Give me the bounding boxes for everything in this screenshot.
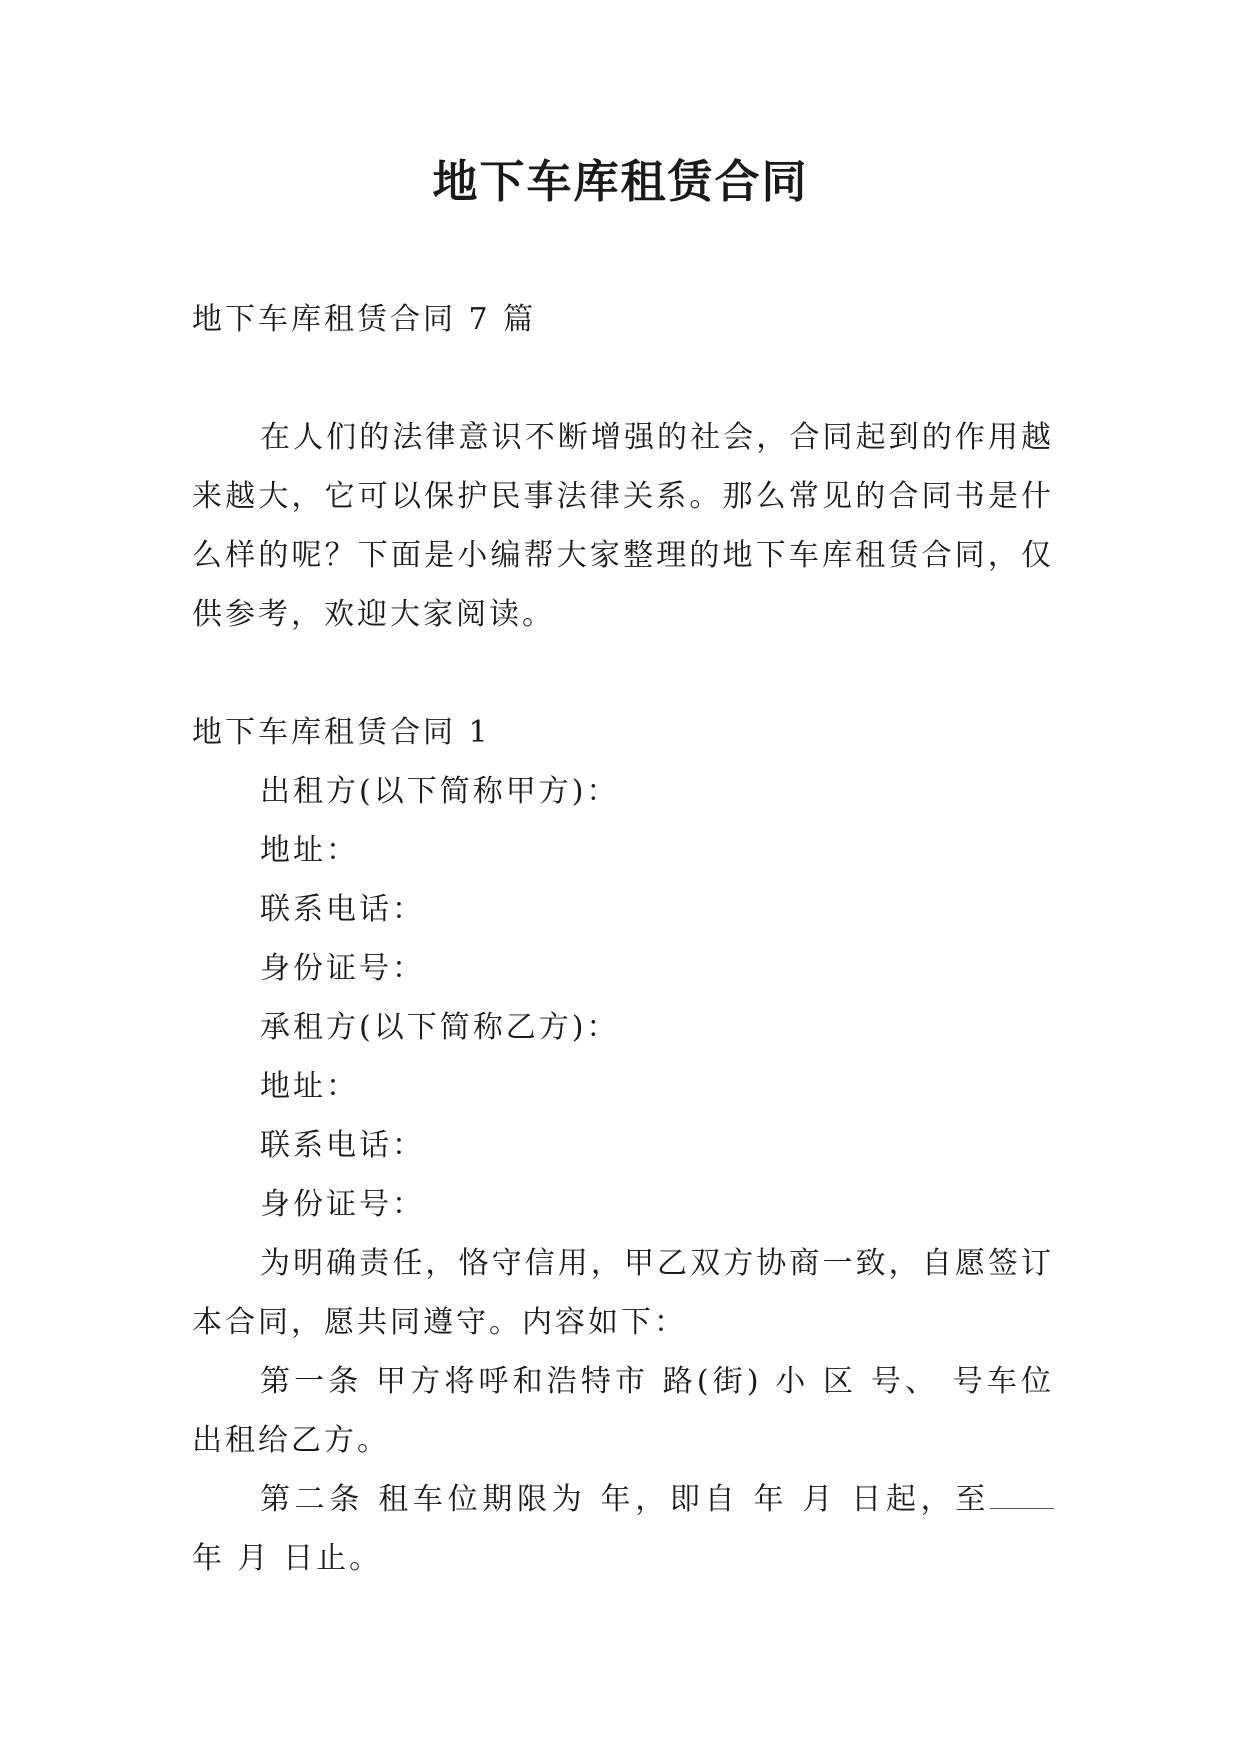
article-1: 第一条 甲方将呼和浩特市 路(街) 小 区 号、 号车位出租给乙方。 bbox=[192, 1364, 1054, 1458]
party-a-id-number: 身份证号： bbox=[260, 951, 425, 986]
document-title: 地下车库租赁合同 bbox=[432, 155, 809, 208]
document-body bbox=[192, 290, 1054, 1588]
paragraph-spacer bbox=[192, 644, 1054, 703]
party-b-phone: 联系电话： bbox=[260, 1128, 425, 1163]
paragraph-spacer bbox=[192, 349, 1054, 408]
party-a-address: 地址： bbox=[260, 833, 359, 868]
party-a-label: 出租方(以下简称甲方)： bbox=[260, 774, 620, 809]
intro-paragraph: 在人们的法律意识不断增强的社会，合同起到的作用越来越大，它可以保护民事法律关系。那么常见的合同书是什么样的呢？下面是小编帮大家整理的地下车库租赁合同，仅供参考，欢迎大家阅读。 bbox=[192, 420, 1054, 632]
article-2 bbox=[192, 1470, 1054, 1588]
article-2-end: 年 月 日止。 bbox=[192, 1541, 383, 1576]
section-heading: 地下车库租赁合同 1 bbox=[192, 715, 491, 750]
party-b-address: 地址： bbox=[260, 1069, 359, 1104]
fill-in-blank bbox=[990, 1478, 1054, 1509]
party-b-label: 承租方(以下简称乙方)： bbox=[260, 1010, 620, 1045]
party-b-id-number: 身份证号： bbox=[260, 1187, 425, 1222]
party-a-phone: 联系电话： bbox=[260, 892, 425, 927]
document-subtitle: 地下车库租赁合同 7 篇 bbox=[192, 302, 537, 337]
article-2-start: 第二条 租车位期限为 年，即自 年 月 日起，至 bbox=[260, 1482, 990, 1517]
preamble-paragraph: 为明确责任，恪守信用，甲乙双方协商一致，自愿签订本合同，愿共同遵守。内容如下： bbox=[192, 1246, 1054, 1340]
